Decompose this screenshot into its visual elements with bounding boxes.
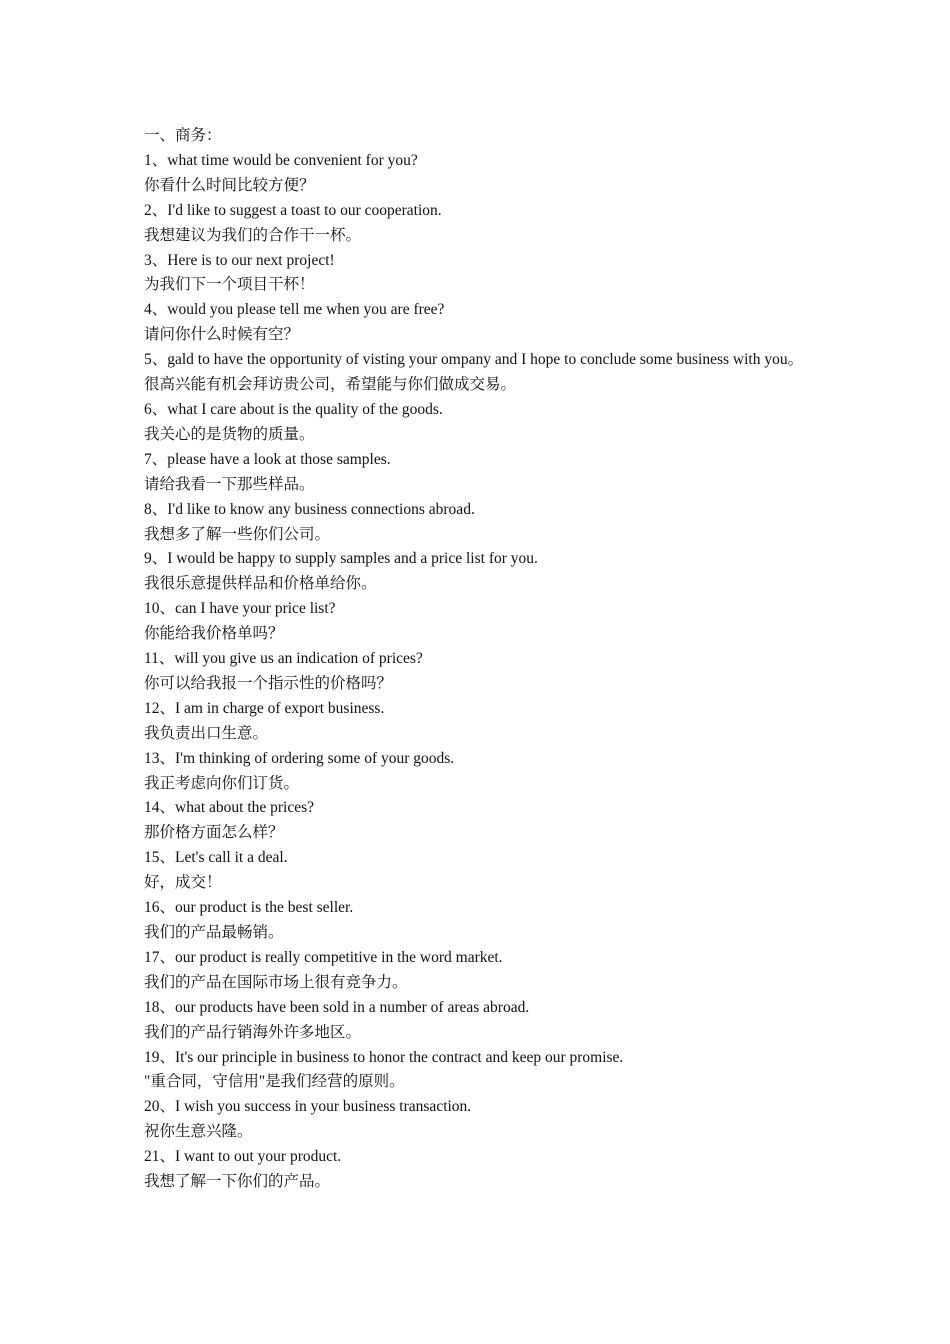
section-heading: 一、商务： (144, 127, 222, 144)
chinese-translation: 你看什么时间比较方便？ (144, 176, 315, 194)
chinese-translation: 请给我看一下那些样品。 (144, 475, 315, 493)
english-phrase: 2、I'd like to suggest a toast to our cooperation. (144, 201, 442, 219)
chinese-translation: 我想多了解一些你们公司。 (144, 525, 331, 543)
english-phrase: 11、will you give us an indication of prices? (144, 650, 423, 668)
english-phrase: 10、can I have your price list? (144, 600, 336, 618)
english-phrase: 7、please have a look at those samples. (144, 450, 391, 468)
chinese-translation: 请问你什么时候有空？ (144, 326, 300, 344)
chinese-translation: "重合同，守信用"是我们经营的原则。 (144, 1073, 405, 1091)
chinese-translation: 我想了解一下你们的产品。 (144, 1173, 331, 1191)
english-phrase: 14、what about the prices? (144, 799, 315, 817)
chinese-translation: 我关心的是货物的质量。 (144, 425, 315, 443)
english-phrase: 6、what I care about is the quality of the goods. (144, 400, 443, 418)
chinese-translation: 我们的产品行销海外许多地区。 (144, 1023, 362, 1041)
chinese-translation: 那价格方面怎么样？ (144, 824, 284, 842)
chinese-translation: 你可以给我报一个指示性的价格吗？ (144, 674, 393, 692)
english-phrase: 21、I want to out your product. (144, 1148, 342, 1166)
english-phrase: 13、I'm thinking of ordering some of your goods. (144, 749, 455, 767)
english-phrase: 17、our product is really competitive in the word market. (144, 948, 503, 966)
chinese-translation: 祝你生意兴隆。 (144, 1123, 253, 1141)
chinese-translation: 很高兴能有机会拜访贵公司，希望能与你们做成交易。 (144, 376, 517, 394)
document-body (144, 124, 816, 1195)
english-phrase: 16、our product is the best seller. (144, 899, 354, 917)
english-phrase: 20、I wish you success in your business transaction. (144, 1098, 472, 1116)
english-phrase: 1、what time would be convenient for you? (144, 151, 418, 169)
english-phrase: 4、would you please tell me when you are free? (144, 301, 445, 319)
chinese-translation: 我想建议为我们的合作干一杯。 (144, 226, 362, 244)
chinese-translation: 我负责出口生意。 (144, 724, 269, 742)
english-phrase: 9、I would be happy to supply samples and a price list for you. (144, 550, 538, 568)
chinese-translation: 为我们下一个项目干杯！ (144, 276, 315, 294)
chinese-translation: 我们的产品最畅销。 (144, 924, 284, 941)
english-phrase: 5、gald to have the opportunity of visting your ompany and I hope to conclude some business with you。 (144, 351, 804, 369)
english-phrase: 19、It's our principle in business to honor the contract and keep our promise. (144, 1048, 624, 1066)
chinese-translation: 好，成交！ (144, 874, 222, 892)
english-phrase: 8、I'd like to know any business connections abroad. (144, 500, 475, 518)
chinese-translation: 我很乐意提供样品和价格单给你。 (144, 575, 377, 593)
english-phrase: 15、Let's call it a deal. (144, 849, 288, 867)
english-phrase: 18、our products have been sold in a number of areas abroad. (144, 998, 530, 1016)
phrase-list (144, 149, 816, 1195)
english-phrase: 3、Here is to our next project! (144, 251, 335, 269)
chinese-translation: 我们的产品在国际市场上很有竞争力。 (144, 973, 408, 991)
chinese-translation: 我正考虑向你们订货。 (144, 774, 300, 792)
chinese-translation: 你能给我价格单吗？ (144, 625, 284, 643)
english-phrase: 12、I am in charge of export business. (144, 699, 385, 717)
